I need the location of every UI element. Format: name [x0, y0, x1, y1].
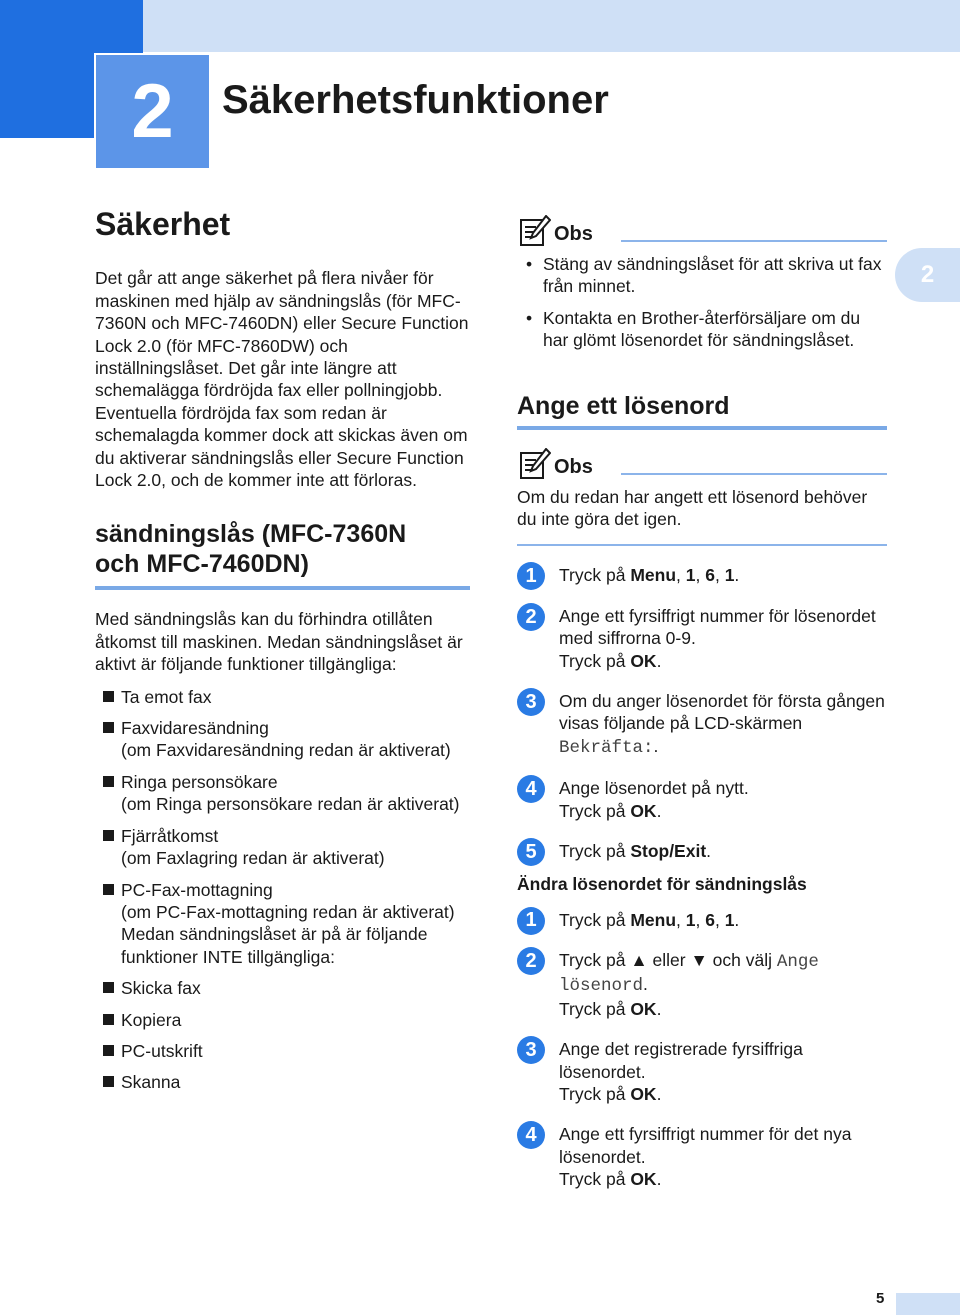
square-bullet-icon [103, 884, 114, 895]
list-item: PC-Fax-mottagning (om PC-Fax-mottagning redan är aktiverat) Medan sändningslåset är på är följande funktioner INTE tillgängliga: [95, 879, 470, 969]
step-number-2-icon: 2 [517, 603, 545, 631]
step-item: 2 Tryck på ▲ eller ▼ och välj Ange lösenord. Tryck på OK. [517, 949, 887, 1020]
step-item: 1 Tryck på Menu, 1, 6, 1. [517, 564, 887, 586]
square-bullet-icon [103, 776, 114, 787]
square-bullet-icon [103, 1045, 114, 1056]
step-item: 5 Tryck på Stop/Exit. [517, 840, 887, 862]
left-column [95, 205, 470, 1103]
step-item: 4 Ange ett fyrsiffrigt nummer för det nya lösenordet. Tryck på OK. [517, 1123, 887, 1190]
square-bullet-icon [103, 1014, 114, 1025]
note-rule [621, 473, 887, 475]
section-title-sakerhet: Säkerhet [95, 206, 231, 242]
right-column [517, 215, 887, 1209]
list-item: Fjärråtkomst (om Faxlagring redan är aktiverat) [95, 825, 470, 870]
note-header [517, 448, 887, 480]
note-text: Om du redan har angett ett lösenord behöver du inte göra det igen. [517, 486, 868, 530]
up-arrow-icon: ▲ [630, 949, 648, 970]
list-item: Faxvidaresändning (om Faxvidaresändning redan är aktiverat) [95, 717, 470, 762]
note-rule [621, 240, 887, 242]
step-number-5-icon: 5 [517, 838, 545, 866]
list-item: Skanna [95, 1071, 470, 1093]
step-item: 3 Om du anger lösenordet för första gången visas följande på LCD-skärmen Bekräfta:. [517, 690, 887, 759]
chapter-number: 2 [94, 53, 211, 170]
step-number-4-icon: 4 [517, 1121, 545, 1149]
list-item: • Stäng av sändningslåset för att skriva ut fax från minnet. [517, 253, 887, 298]
step-item: 3 Ange det registrerade fyrsiffriga lösenordet. Tryck på OK. [517, 1038, 887, 1105]
list-item: Kopiera [95, 1009, 470, 1031]
step-item: 1 Tryck på Menu, 1, 6, 1. [517, 909, 887, 931]
step-number-3-icon: 3 [517, 1036, 545, 1064]
footer-strip [896, 1293, 960, 1315]
square-bullet-icon [103, 830, 114, 841]
list-item: • Kontakta en Brother-återförsäljare om du har glömt lösenordet för sändningslåset. [517, 307, 887, 352]
square-bullet-icon [103, 1076, 114, 1087]
step-number-1-icon: 1 [517, 562, 545, 590]
down-arrow-icon: ▼ [690, 949, 708, 970]
step-item: 4 Ange lösenordet på nytt. Tryck på OK. [517, 777, 887, 822]
note-label: Obs [554, 223, 593, 245]
subsection-title-line2: och MFC-7460DN) [95, 550, 309, 579]
note-list [517, 253, 887, 352]
pencil-note-icon [519, 448, 551, 480]
note-label: Obs [554, 455, 593, 478]
step-number-1-icon: 1 [517, 907, 545, 935]
list-item: Ringa personsökare (om Ringa personsökare redan är aktiverat) [95, 771, 470, 816]
square-bullet-icon [103, 691, 114, 702]
page-number: 5 [876, 1290, 885, 1307]
step-number-3-icon: 3 [517, 688, 545, 716]
feature-list [95, 686, 470, 1094]
note-header [517, 215, 887, 247]
step-number-2-icon: 2 [517, 947, 545, 975]
pencil-note-icon [519, 215, 551, 247]
step-number-4-icon: 4 [517, 775, 545, 803]
intro-paragraph: Det går att ange säkerhet på flera nivåer för maskinen med hjälp av sändningslås (för MFC-7360N och MFC-7460DN) eller Secure Function Lock 2.0 (för MFC-7860DW) och inställningslåset. Det går inte längre att schemalägga fördröjda fax eller pollningjobb. Eventuella fördröjda fax som redan är schemalagda kommer dock att skickas även om du aktiverar sändningslås eller Secure Function Lock 2.0, och de kommer inte att förloras. [95, 268, 469, 491]
chapter-side-tab: 2 [895, 248, 960, 302]
subsection-intro: Med sändningslås kan du förhindra otillåten åtkomst till maskinen. Medan sändningslåset är aktivt är följande funktioner tillgängliga: [95, 609, 463, 675]
square-bullet-icon [103, 722, 114, 733]
square-bullet-icon [103, 982, 114, 993]
list-item: Ta emot fax [95, 686, 470, 708]
chapter-title: Säkerhetsfunktioner [222, 78, 609, 122]
section-title-ange-losenord: Ange ett lösenord [517, 391, 730, 420]
step-item: 2 Ange ett fyrsiffrigt nummer för lösenordet med siffrorna 0-9. Tryck på OK. [517, 605, 887, 672]
subsection-title-line1: sändningslås (MFC-7360N [95, 520, 407, 549]
list-item: PC-utskrift [95, 1040, 470, 1062]
list-item: Skicka fax [95, 977, 470, 999]
steps-change-password [517, 909, 887, 1191]
steps-set-password [517, 564, 887, 862]
header-band-light [143, 0, 960, 52]
subsection-title [95, 519, 470, 579]
change-password-title: Ändra lösenordet för sändningslås [517, 873, 807, 894]
